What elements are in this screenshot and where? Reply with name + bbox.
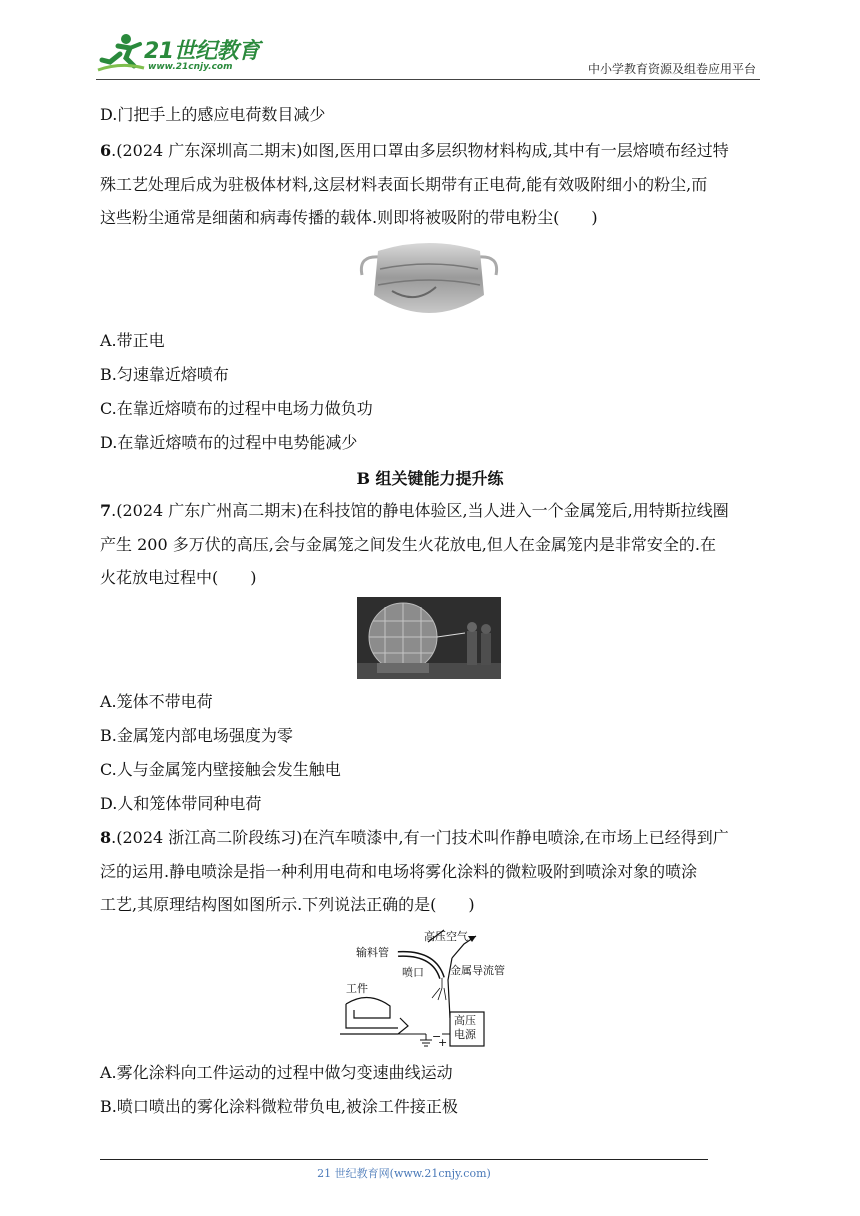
- q8-text-1: .(2024 浙江高二阶段练习)在汽车喷漆中,有一门技术叫作静电喷涂,在市场上已经得到广: [111, 828, 729, 847]
- q7-line-1: [100, 500, 729, 522]
- q7-option-d: D.人和笼体带同种电荷: [100, 794, 262, 813]
- label-hv-source-line-1: 高压: [454, 1014, 476, 1027]
- q5-option-d: D.门把手上的感应电荷数目减少: [100, 105, 326, 124]
- q7-option-c: C.人与金属笼内壁接触会发生触电: [100, 760, 341, 779]
- face-mask-figure: [356, 235, 502, 323]
- q7-number: 7: [100, 501, 112, 520]
- q6-option-a: A.带正电: [100, 331, 165, 350]
- label-metal-guide-tube: 金属导流管: [450, 964, 505, 977]
- q6-option-c: C.在靠近熔喷布的过程中电场力做负功: [100, 399, 373, 418]
- logo-text: 21世纪教育: [144, 39, 260, 64]
- site-logo: [96, 32, 266, 80]
- q7-line-3: 火花放电过程中( ): [100, 568, 257, 587]
- q6-line-2: 殊工艺处理后成为驻极体材料,这层材料表面长期带有正电荷,能有效吸附细小的粉尘,而: [100, 175, 708, 194]
- q6-text-1: .(2024 广东深圳高二期末)如图,医用口罩由多层织物材料构成,其中有一层熔喷布经过特: [111, 141, 729, 160]
- logo-url: www.21cnjy.com: [148, 62, 233, 72]
- runner-logo-icon: [96, 32, 146, 76]
- q8-option-b: B.喷口喷出的雾化涂料微粒带负电,被涂工件接正极: [100, 1097, 458, 1116]
- q6-line-1: [100, 140, 729, 162]
- q8-line-2: 泛的运用.静电喷涂是指一种利用电荷和电场将雾化涂料的微粒吸附到喷涂对象的喷涂: [100, 862, 698, 881]
- q6-option-b: B.匀速靠近熔喷布: [100, 365, 229, 384]
- label-workpiece: 工件: [346, 982, 368, 995]
- page-header: [0, 0, 860, 82]
- q6-line-3: 这些粉尘通常是细菌和病毒传播的载体.则即将被吸附的带电粉尘( ): [100, 208, 598, 227]
- label-minus: −: [432, 1030, 442, 1043]
- header-tagline: 中小学教育资源及组卷应用平台: [587, 62, 756, 76]
- q8-number: 8: [100, 828, 112, 847]
- label-feed-pipe: 输料管: [356, 946, 389, 959]
- label-high-pressure-air: 高压空气: [424, 930, 468, 943]
- q7-option-a: A.笼体不带电荷: [100, 692, 213, 711]
- q6-option-d: D.在靠近熔喷布的过程中电势能减少: [100, 433, 358, 452]
- q7-line-2: 产生 200 多万伏的高压,会与金属笼之间发生火花放电,但人在金属笼内是非常安全的.在: [100, 535, 716, 554]
- q7-text-1: .(2024 广东广州高二期末)在科技馆的静电体验区,当人进入一个金属笼后,用特斯拉线圈: [111, 501, 729, 520]
- q6-number: 6: [100, 141, 112, 160]
- q8-option-a: A.雾化涂料向工件运动的过程中做匀变速曲线运动: [100, 1063, 453, 1082]
- q8-line-3: 工艺,其原理结构图如图所示.下列说法正确的是( ): [100, 895, 475, 914]
- label-nozzle: 喷口: [402, 966, 424, 979]
- header-divider: [96, 79, 760, 80]
- q7-option-b: B.金属笼内部电场强度为零: [100, 726, 293, 745]
- label-hv-source-line-2: 电源: [454, 1028, 476, 1041]
- q8-line-1: [100, 827, 729, 849]
- electrostatic-spray-diagram: [338, 928, 520, 1050]
- footer-divider: [100, 1159, 708, 1160]
- metal-cage-photo: [357, 597, 501, 679]
- label-plus: +: [438, 1036, 448, 1049]
- section-b-title: B 组关键能力提升练: [356, 469, 504, 488]
- footer-source-link[interactable]: 21 世纪教育网(www.21cnjy.com): [317, 1167, 491, 1180]
